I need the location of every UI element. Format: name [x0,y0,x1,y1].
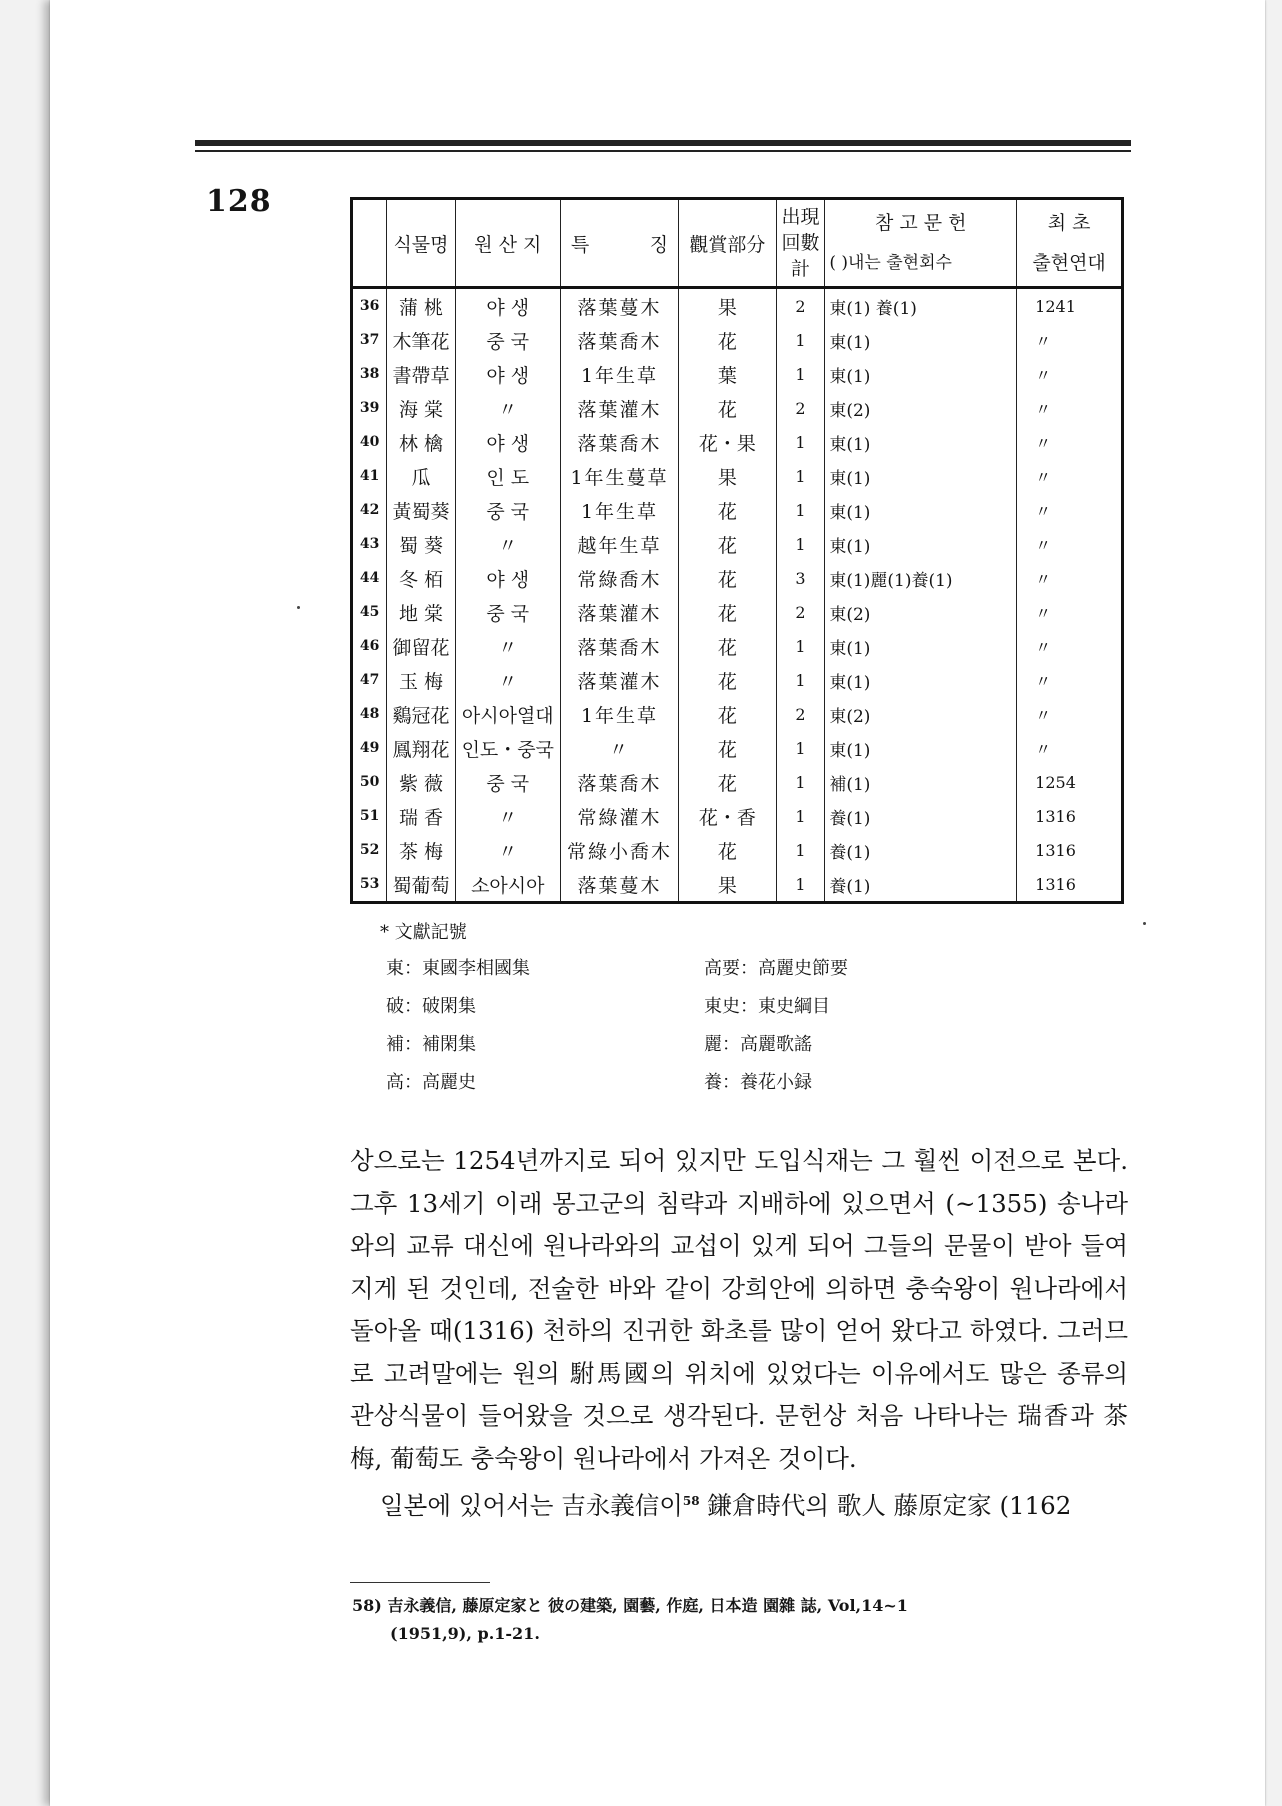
cell-viewing-part: 花 [679,663,776,697]
header-feature-a: 특 [570,233,590,256]
cell-viewing-part: 花・果 [679,425,776,459]
table-header-row [352,199,1123,288]
cell-occurrence-count: 3 [776,561,825,595]
cell-row-number: 37 [352,323,387,357]
cell-origin: 중 국 [455,765,560,799]
cell-row-number: 46 [352,629,387,663]
cell-occurrence-count: 1 [776,867,825,903]
cell-row-number: 41 [352,459,387,493]
cell-occurrence-count: 2 [776,391,825,425]
speck [297,606,300,609]
cell-origin: 중 국 [455,323,560,357]
cell-feature: 落葉喬木 [560,425,678,459]
cell-references: 養(1) [825,833,1017,867]
cell-references: 東(2) [825,595,1017,629]
cell-row-number: 49 [352,731,387,765]
cell-viewing-part: 花・香 [679,799,776,833]
cell-row-number: 45 [352,595,387,629]
cell-occurrence-count: 1 [776,629,825,663]
paragraph-1: 상으로는 1254년까지로 되어 있지만 도입식재는 그 훨씬 이전으로 본다. 그후 13세기 이래 몽고군의 침략과 지배하에 있으면서 (~1355) 송나라와의 교류 대신에 원나라와의 교섭이 있게 되어 그들의 문물이 받아 들여지게 된 것인데, 전술한 바와 같이 강희안에 의하면 충숙왕이 원나라에서 돌아올 때(1316) 천하의 진귀한 화초를 많이 얻어 왔다고 하였다. 그러므로 고려말에는 원의 駙馬國의 위치에 있었다는 이유에서도 많은 종류의 관상식물이 들어왔을 것으로 생각된다. 문헌상 처음 나타나는 瑞香과 茶梅, 葡萄도 충숙왕이 원나라에서 가져온 것이다. [350,1146,1128,1473]
cell-first-year: 〃 [1017,731,1123,765]
footnote-rule [350,1582,490,1583]
cell-feature: 常綠灌木 [560,799,678,833]
header-viewing-part: 觀賞部分 [679,199,776,288]
header-plant-name: 식물명 [387,199,455,288]
cell-viewing-part: 花 [679,697,776,731]
cell-references: 東(1) [825,493,1017,527]
cell-row-number: 48 [352,697,387,731]
cell-feature: 落葉喬木 [560,765,678,799]
cell-viewing-part: 葉 [679,357,776,391]
cell-plant-name: 鷄冠花 [387,697,455,731]
cell-feature: 落葉灌木 [560,663,678,697]
table-row [352,731,1123,765]
header-no [352,199,387,288]
cell-first-year: 〃 [1017,629,1123,663]
table-row [352,867,1123,903]
cell-occurrence-count: 1 [776,731,825,765]
cell-first-year: 〃 [1017,663,1123,697]
cell-references: 養(1) [825,799,1017,833]
cell-occurrence-count: 1 [776,459,825,493]
header-origin: 원 산 지 [455,199,560,288]
cell-origin: 〃 [455,629,560,663]
cell-first-year: 〃 [1017,357,1123,391]
table-body [352,288,1123,903]
table-row [352,799,1123,833]
cell-first-year: 〃 [1017,459,1123,493]
footnote-line: 58) 吉永義信, 藤原定家と 彼の建築, 園藝, 作庭, 日本造 園雜 誌, Vol,14~1 [352,1596,908,1615]
legend-item: 高：高麗史 [386,1072,476,1093]
cell-origin: 야 생 [455,288,560,324]
cell-feature: 1年生草 [560,697,678,731]
table-row [352,493,1123,527]
cell-first-year: 〃 [1017,493,1123,527]
footnote-ref[interactable]: 58 [682,1494,700,1508]
table-row [352,697,1123,731]
cell-occurrence-count: 1 [776,799,825,833]
cell-first-year: 〃 [1017,391,1123,425]
cell-origin: 〃 [455,527,560,561]
cell-row-number: 47 [352,663,387,697]
cell-row-number: 38 [352,357,387,391]
cell-references: 東(1) [825,629,1017,663]
header-feature-b: 징 [649,233,669,256]
table-row [352,357,1123,391]
legend-item: 麗：高麗歌謠 [704,1034,812,1055]
cell-first-year: 1316 [1017,867,1123,903]
reference-legend [380,918,940,1094]
cell-row-number: 43 [352,527,387,561]
table-row [352,561,1123,595]
cell-plant-name: 黃蜀葵 [387,493,455,527]
legend-item: 高要：高麗史節要 [704,958,848,979]
header-count: 出現 回數 計 [776,199,825,288]
cell-origin: 〃 [455,663,560,697]
cell-origin: 야 생 [455,561,560,595]
cell-references: 東(1)麗(1)養(1) [825,561,1017,595]
cell-viewing-part: 花 [679,323,776,357]
cell-feature: 落葉蔓木 [560,867,678,903]
cell-row-number: 40 [352,425,387,459]
legend-item: 養：養花小録 [704,1072,812,1093]
cell-row-number: 52 [352,833,387,867]
table-row [352,459,1123,493]
table-row [352,288,1123,324]
cell-viewing-part: 花 [679,833,776,867]
cell-origin: 중 국 [455,595,560,629]
cell-feature: 落葉灌木 [560,391,678,425]
cell-origin: 야 생 [455,425,560,459]
cell-viewing-part: 果 [679,459,776,493]
cell-feature: 常綠小喬木 [560,833,678,867]
cell-first-year: 〃 [1017,561,1123,595]
cell-viewing-part: 花 [679,765,776,799]
cell-feature: 落葉喬木 [560,323,678,357]
cell-viewing-part: 花 [679,391,776,425]
speck [1143,922,1146,925]
cell-viewing-part: 果 [679,288,776,324]
cell-viewing-part: 花 [679,561,776,595]
table-row [352,765,1123,799]
legend-item: 補：補閑集 [386,1034,476,1055]
cell-origin: 인 도 [455,459,560,493]
cell-origin: 인도・중국 [455,731,560,765]
legend-title: * 文獻記號 [380,922,467,943]
cell-occurrence-count: 2 [776,595,825,629]
cell-occurrence-count: 1 [776,663,825,697]
cell-feature: 1年生草 [560,357,678,391]
cell-viewing-part: 果 [679,867,776,903]
cell-feature: 越年生草 [560,527,678,561]
table-row [352,323,1123,357]
cell-first-year: 1316 [1017,833,1123,867]
cell-row-number: 39 [352,391,387,425]
footnote [352,1592,1122,1648]
cell-origin: 중 국 [455,493,560,527]
cell-row-number: 42 [352,493,387,527]
table-row [352,391,1123,425]
cell-first-year: 〃 [1017,527,1123,561]
cell-viewing-part: 花 [679,595,776,629]
cell-origin: 〃 [455,799,560,833]
legend-item: 東史：東史綱目 [704,996,830,1017]
cell-plant-name: 玉 梅 [387,663,455,697]
cell-origin: 〃 [455,391,560,425]
cell-feature: 落葉蔓木 [560,288,678,324]
cell-references: 東(1) [825,357,1017,391]
table-row [352,595,1123,629]
cell-row-number: 51 [352,799,387,833]
header-feature [560,199,678,288]
cell-plant-name: 林 檎 [387,425,455,459]
header-rule [195,140,1131,152]
cell-references: 東(1) 養(1) [825,288,1017,324]
cell-references: 養(1) [825,867,1017,903]
legend-item: 破：破閑集 [386,996,476,1017]
legend-item: 東：東國李相國集 [386,958,530,979]
cell-plant-name: 海 棠 [387,391,455,425]
cell-plant-name: 蜀 葵 [387,527,455,561]
cell-first-year: 〃 [1017,425,1123,459]
cell-viewing-part: 花 [679,493,776,527]
cell-occurrence-count: 1 [776,425,825,459]
cell-plant-name: 瓜 [387,459,455,493]
header-references: 참 고 문 헌 ( )내는 출현회수 [825,199,1017,288]
cell-plant-name: 瑞 香 [387,799,455,833]
cell-first-year: 1254 [1017,765,1123,799]
cell-plant-name: 木筆花 [387,323,455,357]
cell-references: 東(1) [825,527,1017,561]
cell-occurrence-count: 1 [776,357,825,391]
cell-occurrence-count: 1 [776,765,825,799]
cell-occurrence-count: 2 [776,288,825,324]
table-row [352,629,1123,663]
cell-feature: 1年生蔓草 [560,459,678,493]
cell-references: 東(1) [825,425,1017,459]
cell-origin: 야 생 [455,357,560,391]
cell-plant-name: 書帶草 [387,357,455,391]
table-row [352,425,1123,459]
cell-row-number: 44 [352,561,387,595]
cell-references: 東(1) [825,731,1017,765]
paragraph-2: 일본에 있어서는 吉永義信이$^{58}$ 鎌倉時代의 歌人 藤原定家 (1162 [380,1491,1072,1521]
cell-origin: 아시아열대 [455,697,560,731]
cell-feature: 〃 [560,731,678,765]
cell-plant-name: 蒲 桃 [387,288,455,324]
cell-first-year: 〃 [1017,697,1123,731]
cell-occurrence-count: 2 [776,697,825,731]
table-row [352,833,1123,867]
cell-references: 東(2) [825,391,1017,425]
cell-feature: 常綠喬木 [560,561,678,595]
cell-occurrence-count: 1 [776,833,825,867]
cell-feature: 1年生草 [560,493,678,527]
cell-row-number: 36 [352,288,387,324]
cell-plant-name: 紫 薇 [387,765,455,799]
cell-first-year: 1241 [1017,288,1123,324]
cell-first-year: 〃 [1017,595,1123,629]
cell-feature: 落葉灌木 [560,595,678,629]
cell-viewing-part: 花 [679,731,776,765]
body-text [350,1140,1128,1528]
cell-occurrence-count: 1 [776,323,825,357]
header-first-year: 최 초 출현연대 [1017,199,1123,288]
cell-row-number: 50 [352,765,387,799]
page-number: 128 [206,184,272,219]
cell-plant-name: 鳳翔花 [387,731,455,765]
footnote-line: (1951,9), p.1-21. [390,1624,540,1643]
cell-viewing-part: 花 [679,629,776,663]
table-row [352,663,1123,697]
table-row [352,527,1123,561]
cell-references: 東(1) [825,323,1017,357]
cell-first-year: 〃 [1017,323,1123,357]
cell-row-number: 53 [352,867,387,903]
cell-plant-name: 茶 梅 [387,833,455,867]
cell-occurrence-count: 1 [776,527,825,561]
cell-references: 東(1) [825,459,1017,493]
cell-first-year: 1316 [1017,799,1123,833]
cell-origin: 소아시아 [455,867,560,903]
cell-plant-name: 蜀葡萄 [387,867,455,903]
cell-references: 東(1) [825,663,1017,697]
cell-plant-name: 地 棠 [387,595,455,629]
cell-references: 東(2) [825,697,1017,731]
cell-origin: 〃 [455,833,560,867]
cell-plant-name: 冬 栢 [387,561,455,595]
cell-feature: 落葉喬木 [560,629,678,663]
plant-table [350,197,1124,904]
cell-occurrence-count: 1 [776,493,825,527]
cell-viewing-part: 花 [679,527,776,561]
cell-references: 補(1) [825,765,1017,799]
cell-plant-name: 御留花 [387,629,455,663]
